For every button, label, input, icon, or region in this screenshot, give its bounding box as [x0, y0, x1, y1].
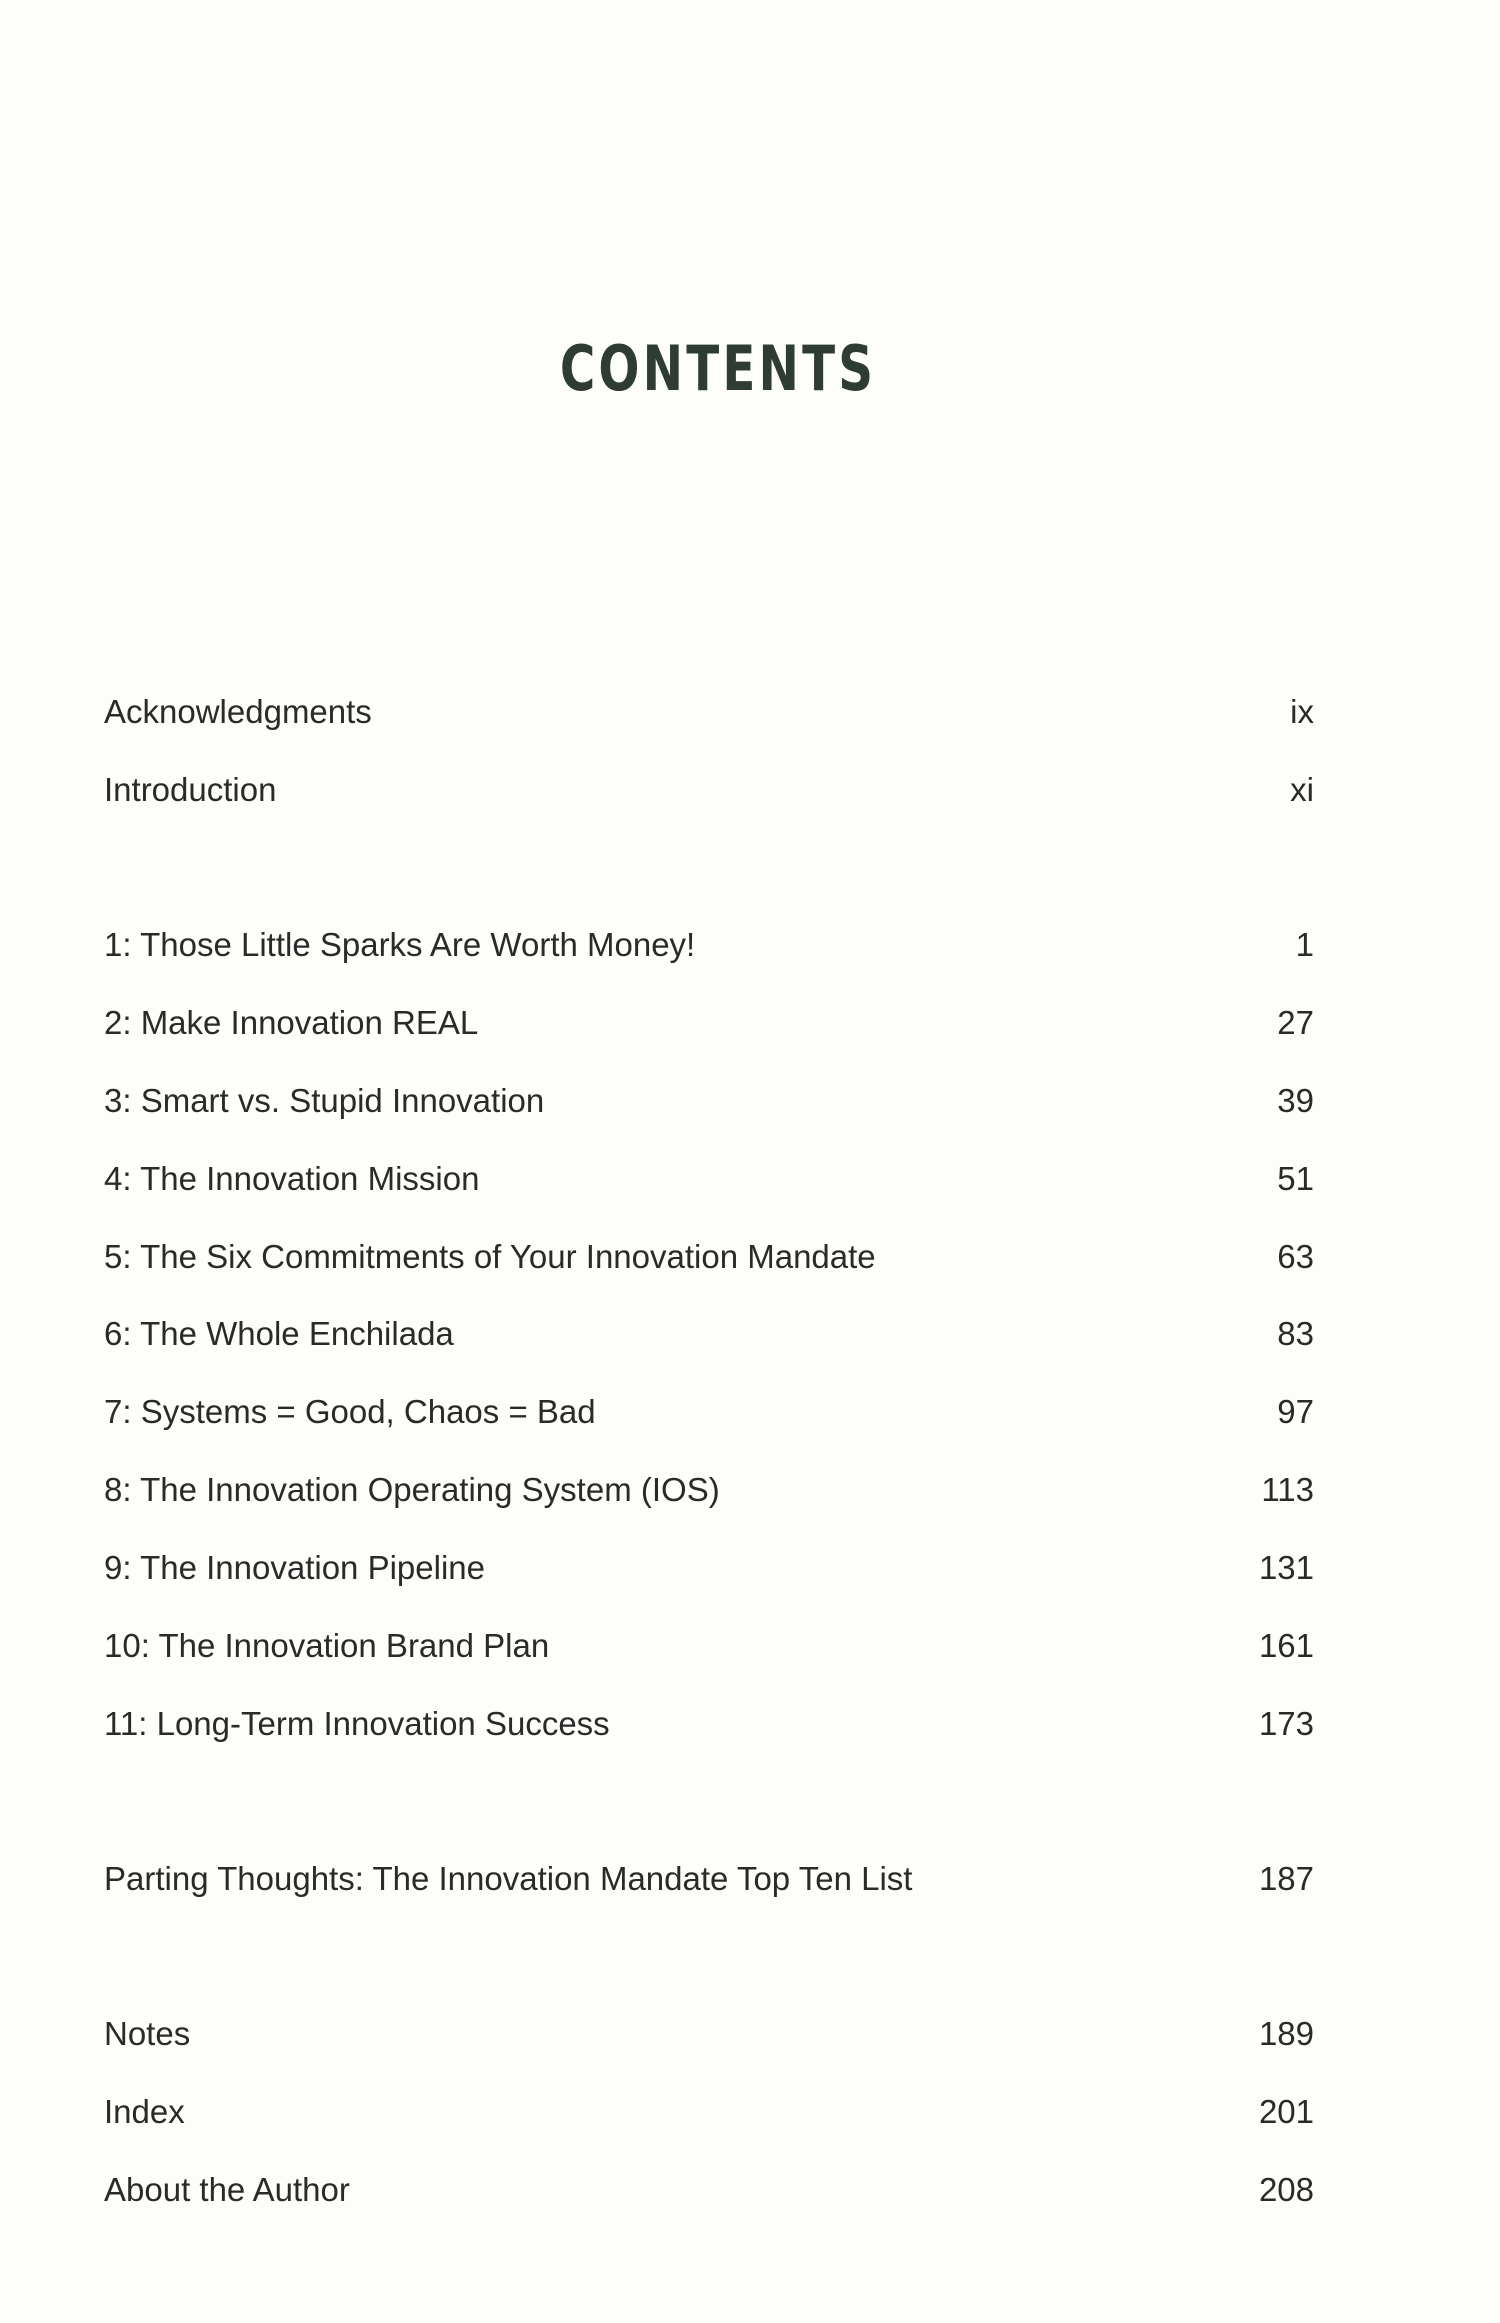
toc-entry-page: 27 [1277, 1003, 1314, 1041]
toc-entry-page: 208 [1258, 2170, 1314, 2208]
toc-entry-about-the-author[interactable] [104, 2164, 1314, 2214]
toc-entry-label: 6: The Whole Enchilada [104, 1314, 454, 1352]
toc-entry-chapter-2[interactable] [104, 997, 1314, 1047]
toc-entry-page: 113 [1261, 1470, 1314, 1508]
page-title: CONTENTS [559, 332, 877, 405]
toc-entry-label: Acknowledgments [104, 692, 372, 730]
toc-entry-chapter-7[interactable] [104, 1386, 1314, 1436]
toc-entry-chapter-6[interactable] [104, 1308, 1314, 1358]
toc-entry-label: 9: The Innovation Pipeline [104, 1548, 485, 1586]
toc-entry-chapter-3[interactable] [104, 1075, 1314, 1125]
toc-entry-page: 161 [1258, 1626, 1314, 1664]
toc-entry-acknowledgments[interactable] [104, 686, 1314, 736]
toc-entry-page: xi [1290, 770, 1314, 808]
toc-entry-parting-thoughts[interactable] [104, 1853, 1314, 1903]
toc-entry-label: 5: The Six Commitments of Your Innovation Mandate [104, 1237, 876, 1275]
toc-entry-label: Index [104, 2092, 185, 2130]
toc-entry-page: 63 [1277, 1237, 1314, 1275]
toc-entry-notes[interactable] [104, 2008, 1314, 2058]
toc-entry-chapter-1[interactable] [104, 919, 1314, 969]
toc-entry-chapter-8[interactable] [104, 1464, 1314, 1514]
toc-entry-page: ix [1290, 692, 1314, 730]
toc-entry-label: 4: The Innovation Mission [104, 1159, 480, 1197]
toc-entry-page: 83 [1277, 1314, 1314, 1352]
toc-entry-page: 173 [1258, 1704, 1314, 1742]
toc-entry-chapter-11[interactable] [104, 1698, 1314, 1748]
toc-entry-page: 201 [1258, 2092, 1314, 2130]
toc-entry-label: About the Author [104, 2170, 350, 2208]
toc-entry-label: Introduction [104, 770, 277, 808]
toc-entry-page: 39 [1277, 1081, 1314, 1119]
toc-entry-label: 10: The Innovation Brand Plan [104, 1626, 550, 1664]
toc-entry-label: Notes [104, 2014, 191, 2052]
toc-entry-page: 1 [1295, 925, 1314, 963]
toc-entry-chapter-10[interactable] [104, 1620, 1314, 1670]
toc-entry-label: 11: Long-Term Innovation Success [104, 1704, 610, 1742]
toc-entry-page: 131 [1258, 1548, 1314, 1586]
toc-entry-label: Parting Thoughts: The Innovation Mandate Top Ten List [104, 1859, 913, 1897]
toc-entry-page: 187 [1258, 1859, 1314, 1897]
toc-entry-chapter-9[interactable] [104, 1542, 1314, 1592]
toc-entry-label: 8: The Innovation Operating System (IOS) [104, 1470, 720, 1508]
toc-entry-index[interactable] [104, 2086, 1314, 2136]
toc-entry-label: 3: Smart vs. Stupid Innovation [104, 1081, 545, 1119]
toc-entry-label: 1: Those Little Sparks Are Worth Money! [104, 925, 696, 963]
toc-entry-chapter-5[interactable] [104, 1231, 1314, 1281]
toc-entry-page: 189 [1258, 2014, 1314, 2052]
toc-entry-page: 97 [1277, 1392, 1314, 1430]
toc-entry-page: 51 [1277, 1159, 1314, 1197]
toc-entry-label: 7: Systems = Good, Chaos = Bad [104, 1392, 596, 1430]
toc-entry-introduction[interactable] [104, 764, 1314, 814]
toc-entry-label: 2: Make Innovation REAL [104, 1003, 479, 1041]
toc-entry-chapter-4[interactable] [104, 1153, 1314, 1203]
